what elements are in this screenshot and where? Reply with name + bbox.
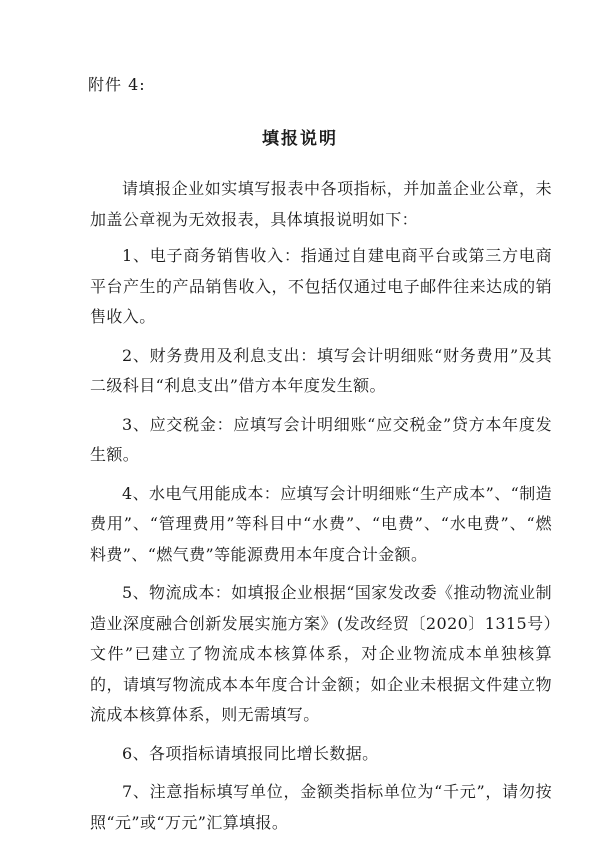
instruction-item-4: 4、水电气用能成本：应填写会计明细账“生产成本”、“制造费用”、“管理费用”等科目中“水费”、“电费”、“水电费”、“燃料费”、“燃气费”等能源费用本年度合计金额。 [90, 483, 552, 564]
instruction-item-6: 6、各项指标请填报同比增长数据。 [122, 743, 379, 763]
attachment-label: 附件 4: [88, 75, 146, 94]
intro-paragraph: 请填报企业如实填写报表中各项指标，并加盖企业公章，未加盖公章视为无效报表，具体填报说明如下： [90, 179, 552, 229]
instruction-item-3: 3、应交税金：应填写会计明细账“应交税金”贷方本年度发生额。 [90, 414, 552, 464]
instruction-item-5: 5、物流成本：如填报企业根据“国家发改委《推动物流业制造业深度融合创新发展实施方案》(发改经贸〔2020〕1315号）文件”已建立了物流成本核算体系，对企业物流成本单独核算的，请填写物流成本本年度合计金额；如企业未根据文件建立物流成本核算体系，则无需填写。 [90, 583, 552, 724]
instructions-body [90, 174, 552, 846]
document-title: 填报说明 [262, 129, 338, 149]
instruction-item-7: 7、注意指标填写单位，金额类指标单位为“千元”，请勿按照“元”或“万元”汇算填报。 [90, 782, 552, 832]
instruction-item-1: 1、电子商务销售收入：指通过自建电商平台或第三方电商平台产生的产品销售收入，不包括仅通过电子邮件往来达成的销售收入。 [90, 246, 552, 326]
instruction-item-2: 2、财务费用及利息支出：填写会计明细账“财务费用”及其二级科目“利息支出”借方本年度发生额。 [90, 345, 552, 395]
